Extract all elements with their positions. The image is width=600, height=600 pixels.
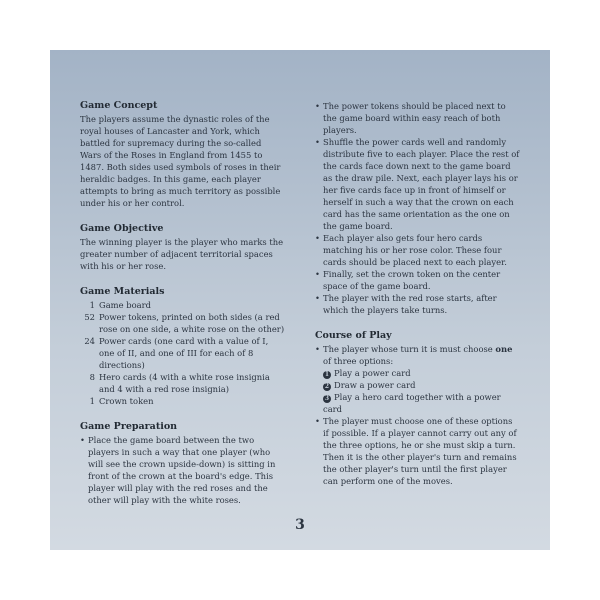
game-objective-heading: Game Objective bbox=[80, 223, 164, 234]
setup-bullet: • The power tokens should be placed next to the game board within easy reach of both players. bbox=[315, 100, 520, 136]
materials-text: Crown token bbox=[99, 396, 154, 406]
course-of-play-section bbox=[315, 330, 520, 487]
game-objective-section bbox=[80, 223, 285, 272]
rulebook-page bbox=[50, 50, 550, 550]
game-concept-heading: Game Concept bbox=[80, 100, 158, 111]
option-text: Play a hero card together with a power card bbox=[323, 392, 501, 414]
preparation-bullet: • Place the game board between the two players in such a way that one player (who will see the crown upside-down) is sitting in front of the crown at the board's edge. This player will play with the red roses and the other will play with the white roses. bbox=[80, 434, 285, 506]
preparation-list bbox=[80, 434, 285, 506]
course-closing-bullet: • The player must choose one of these options if possible. If a player cannot carry out any of the three options, he or she must skip a turn. Then it is the other player's turn and remains the other player's turn until the first player can perform one of the moves. bbox=[315, 415, 520, 487]
option-number-badge: 1 bbox=[324, 371, 330, 378]
setup-bullet: • Finally, set the crown token on the center space of the game board. bbox=[315, 268, 520, 292]
course-closing-list bbox=[315, 415, 520, 487]
option-number-badge: 3 bbox=[324, 395, 330, 402]
setup-bullet: • Shuffle the power cards well and randomly distribute five to each player. Place the rest of the cards face down next to the game board as the draw pile. Next, each player lays his or her five cards face up in front of himself or herself in such a way that the crown on each card has the same orientation as the one on the game board. bbox=[315, 136, 520, 232]
course-of-play-heading: Course of Play bbox=[315, 330, 392, 341]
setup-bullet: • Each player also gets four hero cards matching his or her rose color. These four cards should be placed next to each player. bbox=[315, 232, 520, 268]
materials-text: Hero cards (4 with a white rose insignia and 4 with a red rose insignia) bbox=[99, 372, 270, 394]
game-concept-section bbox=[80, 100, 285, 209]
course-intro-text: The player whose turn it is must choose bbox=[323, 344, 496, 354]
option-text: Play a power card bbox=[334, 368, 411, 378]
materials-item bbox=[80, 311, 285, 335]
materials-text: Game board bbox=[99, 300, 152, 310]
materials-item bbox=[80, 371, 285, 395]
course-intro-text-end: of three options: bbox=[323, 356, 394, 366]
materials-text: Power tokens, printed on both sides (a red rose on one side, a white rose on the other) bbox=[99, 312, 285, 334]
game-preparation-section bbox=[80, 421, 285, 506]
materials-text: Power cards (one card with a value of I, one of II, and one of III for each of 8 directions) bbox=[99, 336, 269, 370]
setup-bullet: • The player with the red rose starts, after which the players take turns. bbox=[315, 292, 520, 316]
game-objective-text: The winning player is the player who marks the greater number of adjacent territorial spaces with his or her rose. bbox=[80, 237, 284, 271]
materials-qty: 52 bbox=[84, 312, 95, 322]
option-text: Draw a power card bbox=[334, 380, 416, 390]
game-concept-text: The players assume the dynastic roles of the royal houses of Lancaster and York, which battled for supremacy during the so-called Wars of the Roses in England from 1455 to 1487. Both sides used symbols of roses in their heraldic badges. In this game, each player attempts to bring as much territory as possible under his or her control. bbox=[80, 114, 281, 208]
materials-qty: 1 bbox=[89, 396, 95, 406]
play-option bbox=[315, 391, 520, 415]
setup-section bbox=[315, 100, 520, 316]
page-number: 3 bbox=[295, 517, 305, 533]
play-option bbox=[315, 379, 520, 391]
materials-qty: 1 bbox=[89, 300, 95, 310]
materials-item bbox=[80, 395, 285, 407]
game-preparation-heading: Game Preparation bbox=[80, 421, 178, 432]
game-materials-section bbox=[80, 286, 285, 407]
game-materials-heading: Game Materials bbox=[80, 286, 165, 297]
left-column bbox=[80, 100, 285, 520]
materials-qty: 8 bbox=[89, 372, 95, 382]
option-number-badge: 2 bbox=[324, 383, 330, 390]
right-column bbox=[315, 100, 520, 501]
materials-item bbox=[80, 335, 285, 371]
course-intro-list bbox=[315, 343, 520, 367]
setup-list bbox=[315, 100, 520, 316]
play-option bbox=[315, 367, 520, 379]
materials-item bbox=[80, 299, 285, 311]
course-intro-bullet bbox=[315, 343, 520, 367]
course-intro-emphasis: one bbox=[495, 344, 513, 354]
materials-qty: 24 bbox=[84, 336, 95, 346]
